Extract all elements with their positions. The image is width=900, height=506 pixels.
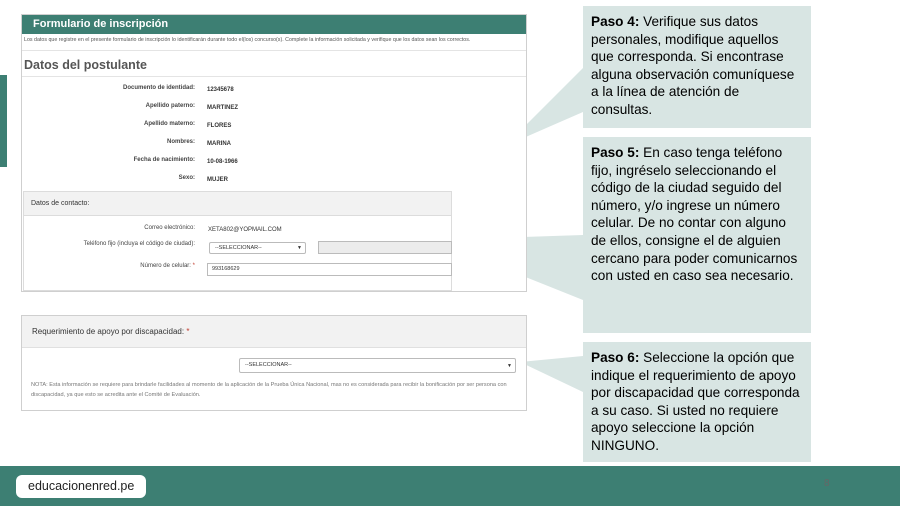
field-row-sex [22,175,526,187]
email-value: XETA802@YOPMAIL.COM [208,227,282,233]
contact-panel-title: Datos de contacto: [24,192,451,216]
page-number: 8 [824,478,830,489]
city-code-select[interactable] [209,242,306,254]
field-row-document [22,85,526,97]
field-value: MUJER [207,177,229,183]
phone-input[interactable] [318,241,452,254]
disability-note: NOTA: Esta información se requiere para brindarle facilidades al momento de la aplicación de la Prueba Única Nacional, mas no es considerada para recibir la bonificación por ser persona con discapacidad, ya que esto se acredita ante el Comité de Evaluación. [31,382,507,398]
email-label: Correo electrónico: [144,225,195,231]
step-text: Seleccione la opción que indique el requerimiento de apoyo por discapacidad que corresponda a su caso. Si usted no requiere apoyo seleccione la opción NINGUNO. [591,350,800,453]
select-value: --SELECCIONAR-- [245,362,292,368]
mobile-label: Número de celular: * [140,263,195,269]
field-value: MARINA [207,141,231,147]
step-5-callout [583,137,811,333]
step-4-callout [583,6,811,128]
step-6-callout [583,342,811,462]
step-title: Paso 4: [591,14,640,29]
field-value: 12345678 [207,87,234,93]
site-badge: educacionenred.pe [16,475,146,498]
field-value: FLORES [207,123,232,129]
section-title: Datos del postulante [24,58,147,72]
registration-form [21,14,527,292]
disability-title: Requerimiento de apoyo por discapacidad: * [22,316,526,348]
field-row-maternal-surname [22,121,526,133]
select-value: --SELECCIONAR-- [215,245,262,251]
mobile-input[interactable]: 993168629 [207,263,452,276]
contact-panel [23,191,452,291]
divider [22,76,526,77]
step-title: Paso 5: [591,145,640,160]
disability-panel [21,315,527,411]
field-value: 10-08-1966 [207,159,238,165]
field-row-paternal-surname [22,103,526,115]
step-text: En caso tenga teléfono fijo, ingréselo seleccionando el código de la ciudad seguido del número, y/o ingrese un número celular. De no contar con alguno de ellos, consigne el de alguien cercano para poder comunicarnos con usted en caso sea necesario. [591,145,798,284]
chevron-down-icon: ▼ [507,363,512,369]
field-label: Sexo: [178,175,195,181]
field-label: Apellido materno: [143,121,195,127]
divider [22,50,526,51]
form-header: Formulario de inscripción [22,15,526,34]
field-label: Nombres: [166,139,195,145]
field-value: MARTINEZ [207,105,238,111]
form-intro: Los datos que registre en el presente formulario de inscripción lo identificarán durante todo el(los) concurso(s). Complete la información solicitada y verifique que los datos sean los correctos. [24,37,471,43]
chevron-down-icon: ▼ [297,245,302,251]
required-mark: * [192,263,195,269]
field-row-birthdate [22,157,526,169]
disability-select[interactable] [239,358,516,373]
field-label: Fecha de nacimiento: [133,157,195,163]
field-row-names [22,139,526,151]
required-mark: * [186,327,190,336]
field-label: Documento de identidad: [123,85,195,91]
field-label: Apellido paterno: [145,103,195,109]
step-title: Paso 6: [591,350,640,365]
step-text: Verifique sus datos personales, modifique aquellos que corresponda. Si encontrase alguna observación comuníquese a la línea de atención de consultas. [591,14,795,117]
phone-label: Teléfono fijo (incluya el código de ciudad): [83,241,195,247]
